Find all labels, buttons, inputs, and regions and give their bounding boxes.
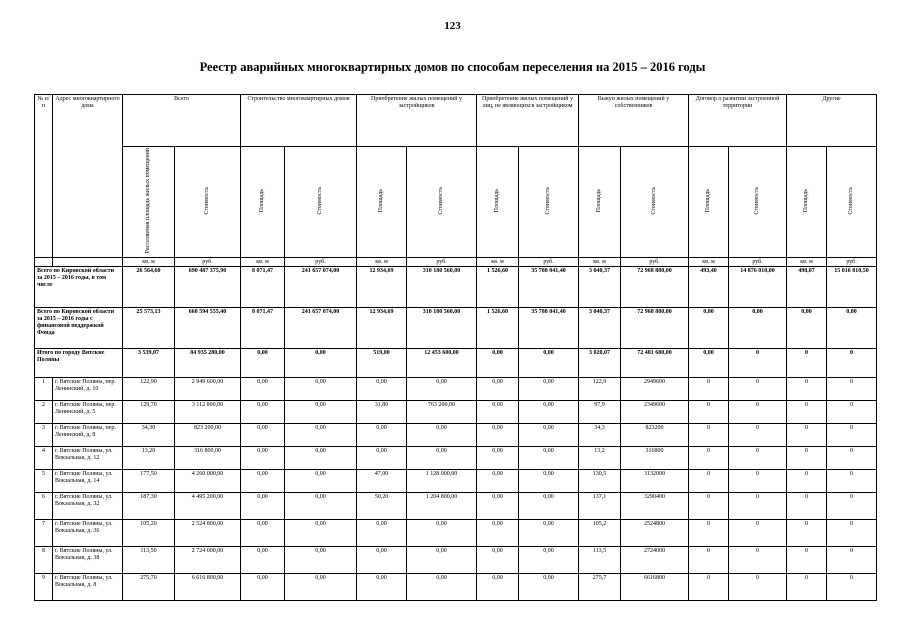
header-group-non-developer-purchase: Приобретение жилых помещений у лиц, не являющихся застройщиком xyxy=(477,95,579,147)
header-group-row xyxy=(35,95,877,147)
row-value: 0,00 xyxy=(285,547,357,574)
row-value: 2724000 xyxy=(621,547,689,574)
row-value: 0,00 xyxy=(477,401,519,424)
row-value: 0 xyxy=(827,470,877,493)
unit-area: кв. м xyxy=(357,258,407,267)
row-value: 0,00 xyxy=(519,547,579,574)
header-sub-cost: Стоимость xyxy=(407,147,477,258)
row-value: 34,3 xyxy=(579,424,621,447)
summary-row xyxy=(35,308,877,349)
units-row xyxy=(35,258,877,267)
table-row xyxy=(35,470,877,493)
unit-cost: руб. xyxy=(827,258,877,267)
row-value: 0 xyxy=(787,447,827,470)
row-value: 0 xyxy=(827,493,877,520)
row-value: 763 200,00 xyxy=(407,401,477,424)
row-value: 0 xyxy=(729,493,787,520)
table-body xyxy=(35,267,877,601)
unit-area: кв. м xyxy=(123,258,175,267)
row-value: 0,00 xyxy=(285,447,357,470)
summary-value: 0,00 xyxy=(729,308,787,349)
summary-value: 12 934,69 xyxy=(357,267,407,308)
row-value: 0,00 xyxy=(285,378,357,401)
header-sub-row xyxy=(35,147,877,258)
row-value: 0 xyxy=(787,493,827,520)
row-value: 97,9 xyxy=(579,401,621,424)
row-value: 3290400 xyxy=(621,493,689,520)
row-value: 0 xyxy=(689,401,729,424)
header-sub-area: Площадь xyxy=(357,147,407,258)
header-group-buyout: Выкуп жилых помещений у собственников xyxy=(579,95,689,147)
city-total-value: 84 935 280,00 xyxy=(175,349,241,378)
row-value: 2524800 xyxy=(621,520,689,547)
row-value: 0 xyxy=(689,574,729,601)
row-value: 130,5 xyxy=(579,470,621,493)
row-value: 0,00 xyxy=(285,574,357,601)
header-group-total: Всего xyxy=(123,95,241,147)
row-address: г. Вятские Поляны, ул. Вокзальная, д. 32 xyxy=(53,493,123,520)
table-row xyxy=(35,401,877,424)
row-value: 0,00 xyxy=(241,401,285,424)
row-value: 31,80 xyxy=(357,401,407,424)
city-total-value: 0,00 xyxy=(241,349,285,378)
row-value: 4 495 200,00 xyxy=(175,493,241,520)
row-value: 0 xyxy=(827,547,877,574)
row-value: 0,00 xyxy=(477,470,519,493)
row-value: 0 xyxy=(787,401,827,424)
row-value: 316800 xyxy=(621,447,689,470)
row-value: 0 xyxy=(729,547,787,574)
table-row xyxy=(35,378,877,401)
row-value: 113,50 xyxy=(123,547,175,574)
row-value: 0 xyxy=(729,401,787,424)
summary-label: Всего по Кировской области за 2015 – 2016 годы, в том числе xyxy=(35,267,123,308)
unit-cost: руб. xyxy=(621,258,689,267)
row-value: 275,70 xyxy=(123,574,175,601)
row-value: 0,00 xyxy=(477,424,519,447)
row-value: 6 616 800,00 xyxy=(175,574,241,601)
row-address: г. Вятские Поляны, пер. Ленинский, д. 10 xyxy=(53,378,123,401)
table-row xyxy=(35,520,877,547)
summary-value: 1 526,60 xyxy=(477,308,519,349)
row-address: г. Вятские Поляны, ул. Вокзальная, д. 8 xyxy=(53,574,123,601)
summary-value: 310 180 560,00 xyxy=(407,308,477,349)
register-table xyxy=(34,94,877,601)
summary-value: 493,40 xyxy=(689,267,729,308)
header-sub-total-area: Расселяемая площадь жилых помещений xyxy=(123,147,175,258)
row-value: 0,00 xyxy=(477,547,519,574)
city-total-value: 3 020,07 xyxy=(579,349,621,378)
row-address: г. Вятские Поляны, ул. Вокзальная, д. 14 xyxy=(53,470,123,493)
row-number: 4 xyxy=(35,447,53,470)
row-value: 0,00 xyxy=(241,493,285,520)
unit-cost: руб. xyxy=(175,258,241,267)
row-value: 0,00 xyxy=(477,493,519,520)
summary-value: 3 040,37 xyxy=(579,308,621,349)
row-value: 3132000 xyxy=(621,470,689,493)
row-value: 0,00 xyxy=(357,574,407,601)
row-value: 0 xyxy=(787,378,827,401)
row-value: 0,00 xyxy=(357,447,407,470)
unit-blank xyxy=(53,258,123,267)
row-value: 0 xyxy=(689,470,729,493)
row-value: 0,00 xyxy=(357,520,407,547)
row-value: 275,7 xyxy=(579,574,621,601)
row-value: 105,20 xyxy=(123,520,175,547)
row-address: г. Вятские Поляны, ул. Вокзальная, д. 12 xyxy=(53,447,123,470)
header-sub-cost: Стоимость xyxy=(729,147,787,258)
row-value: 0,00 xyxy=(477,378,519,401)
row-value: 177,50 xyxy=(123,470,175,493)
row-value: 0 xyxy=(787,547,827,574)
header-sub-area: Площадь xyxy=(787,147,827,258)
row-value: 0 xyxy=(689,424,729,447)
row-value: 0,00 xyxy=(519,470,579,493)
row-value: 0 xyxy=(827,520,877,547)
city-total-value: 0,00 xyxy=(689,349,729,378)
unit-cost: руб. xyxy=(519,258,579,267)
row-value: 2349600 xyxy=(621,401,689,424)
unit-area: кв. м xyxy=(477,258,519,267)
row-value: 0 xyxy=(787,574,827,601)
header-group-territory-development: Договор о развитии застроенной территории xyxy=(689,95,787,147)
row-value: 0,00 xyxy=(241,447,285,470)
table-row xyxy=(35,424,877,447)
row-value: 0,00 xyxy=(241,574,285,601)
row-value: 0 xyxy=(787,424,827,447)
row-value: 2949600 xyxy=(621,378,689,401)
table-row xyxy=(35,493,877,520)
city-total-value: 519,00 xyxy=(357,349,407,378)
row-value: 0,00 xyxy=(477,447,519,470)
row-value: 47,00 xyxy=(357,470,407,493)
city-total-value: 0,00 xyxy=(477,349,519,378)
unit-cost: руб. xyxy=(729,258,787,267)
city-total-value: 0 xyxy=(827,349,877,378)
unit-area: кв. м xyxy=(689,258,729,267)
row-value: 129,70 xyxy=(123,401,175,424)
page-number: 123 xyxy=(444,20,461,32)
row-value: 0 xyxy=(827,447,877,470)
row-value: 137,1 xyxy=(579,493,621,520)
unit-area: кв. м xyxy=(787,258,827,267)
row-value: 0 xyxy=(729,574,787,601)
summary-value: 241 657 074,00 xyxy=(285,308,357,349)
row-value: 0,00 xyxy=(285,470,357,493)
summary-row xyxy=(35,267,877,308)
row-value: 4 260 000,00 xyxy=(175,470,241,493)
header-sub-cost: Стоимость xyxy=(519,147,579,258)
row-value: 0,00 xyxy=(285,401,357,424)
row-value: 0 xyxy=(729,520,787,547)
header-sub-area: Площадь xyxy=(477,147,519,258)
row-value: 0,00 xyxy=(519,574,579,601)
city-total-value: 3 539,07 xyxy=(123,349,175,378)
header-number: № п/п xyxy=(35,95,53,258)
header-group-other: Другие xyxy=(787,95,877,147)
header-sub-cost: Стоимость xyxy=(621,147,689,258)
summary-value: 241 657 074,00 xyxy=(285,267,357,308)
row-value: 1 204 800,00 xyxy=(407,493,477,520)
row-value: 13,20 xyxy=(123,447,175,470)
header-group-construction: Строительство многоквартирных домов xyxy=(241,95,357,147)
summary-value: 310 180 560,00 xyxy=(407,267,477,308)
header-group-developer-purchase: Приобретение жилых помещений у застройщиков xyxy=(357,95,477,147)
row-value: 0 xyxy=(827,378,877,401)
summary-value: 25 573,13 xyxy=(123,308,175,349)
row-value: 105,2 xyxy=(579,520,621,547)
row-value: 0 xyxy=(827,401,877,424)
row-value: 0,00 xyxy=(285,424,357,447)
row-number: 9 xyxy=(35,574,53,601)
summary-value: 35 788 041,40 xyxy=(519,267,579,308)
row-value: 0,00 xyxy=(357,424,407,447)
row-value: 0 xyxy=(827,424,877,447)
summary-value: 8 071,47 xyxy=(241,267,285,308)
row-value: 0,00 xyxy=(407,424,477,447)
row-value: 0 xyxy=(729,424,787,447)
row-value: 0,00 xyxy=(519,378,579,401)
row-value: 0,00 xyxy=(407,447,477,470)
row-number: 7 xyxy=(35,520,53,547)
table-row xyxy=(35,547,877,574)
row-value: 0 xyxy=(689,493,729,520)
header-sub-area: Площадь xyxy=(579,147,621,258)
row-value: 823200 xyxy=(621,424,689,447)
document-title: Реестр аварийных многоквартирных домов по способам переселения на 2015 – 2016 годы xyxy=(199,60,706,74)
row-address: г. Вятские Поляны, ул. Вокзальная, д. 36 xyxy=(53,520,123,547)
summary-value: 660 594 555,40 xyxy=(175,308,241,349)
row-number: 2 xyxy=(35,401,53,424)
row-value: 0,00 xyxy=(241,520,285,547)
row-value: 2 724 000,00 xyxy=(175,547,241,574)
row-value: 0,00 xyxy=(519,401,579,424)
row-value: 3 112 800,00 xyxy=(175,401,241,424)
summary-label: Всего по Кировской области за 2015 – 2016 годы с финансовой поддержкой Фонда xyxy=(35,308,123,349)
row-value: 0 xyxy=(689,547,729,574)
row-value: 0 xyxy=(827,574,877,601)
row-value: 0,00 xyxy=(519,520,579,547)
row-value: 0,00 xyxy=(477,520,519,547)
row-value: 122,9 xyxy=(579,378,621,401)
unit-cost: руб. xyxy=(407,258,477,267)
row-address: г. Вятские Поляны, пер. Ленинский, д. 5 xyxy=(53,401,123,424)
row-value: 0 xyxy=(689,447,729,470)
summary-value: 0,00 xyxy=(689,308,729,349)
city-total-value: 0,00 xyxy=(519,349,579,378)
summary-value: 3 040,37 xyxy=(579,267,621,308)
row-value: 0,00 xyxy=(519,424,579,447)
row-value: 0,00 xyxy=(357,547,407,574)
row-value: 0,00 xyxy=(241,378,285,401)
city-total-row xyxy=(35,349,877,378)
summary-value: 12 934,69 xyxy=(357,308,407,349)
summary-value: 35 788 041,40 xyxy=(519,308,579,349)
row-number: 8 xyxy=(35,547,53,574)
row-value: 187,30 xyxy=(123,493,175,520)
row-value: 34,30 xyxy=(123,424,175,447)
row-value: 0 xyxy=(787,470,827,493)
row-value: 50,20 xyxy=(357,493,407,520)
row-value: 0 xyxy=(689,378,729,401)
row-value: 113,5 xyxy=(579,547,621,574)
row-value: 0,00 xyxy=(407,378,477,401)
row-value: 0,00 xyxy=(519,493,579,520)
table-row xyxy=(35,447,877,470)
city-total-value: 72 481 680,00 xyxy=(621,349,689,378)
summary-value: 0,00 xyxy=(787,308,827,349)
header-sub-cost: Стоимость xyxy=(285,147,357,258)
row-value: 0 xyxy=(787,520,827,547)
row-value: 0,00 xyxy=(285,520,357,547)
row-value: 0,00 xyxy=(519,447,579,470)
city-total-value: 0 xyxy=(787,349,827,378)
row-number: 1 xyxy=(35,378,53,401)
row-value: 13,2 xyxy=(579,447,621,470)
city-total-label: Итого по городу Вятские Поляны xyxy=(35,349,123,378)
row-value: 0,00 xyxy=(407,547,477,574)
row-value: 823 200,00 xyxy=(175,424,241,447)
row-value: 0,00 xyxy=(241,424,285,447)
row-value: 0 xyxy=(729,447,787,470)
row-value: 0 xyxy=(729,378,787,401)
summary-value: 26 564,60 xyxy=(123,267,175,308)
summary-value: 72 968 880,00 xyxy=(621,267,689,308)
unit-area: кв. м xyxy=(241,258,285,267)
row-value: 0,00 xyxy=(357,378,407,401)
header-sub-cost: Стоимость xyxy=(827,147,877,258)
row-number: 6 xyxy=(35,493,53,520)
header-address: Адрес многоквартирного дома xyxy=(53,95,123,258)
city-total-value: 0,00 xyxy=(285,349,357,378)
row-value: 6616800 xyxy=(621,574,689,601)
unit-cost: руб. xyxy=(285,258,357,267)
row-value: 0,00 xyxy=(477,574,519,601)
summary-value: 15 016 810,50 xyxy=(827,267,877,308)
summary-value: 72 968 880,00 xyxy=(621,308,689,349)
row-value: 1 128 000,00 xyxy=(407,470,477,493)
summary-value: 0,00 xyxy=(827,308,877,349)
row-value: 316 800,00 xyxy=(175,447,241,470)
header-sub-area: Площадь xyxy=(689,147,729,258)
row-value: 0,00 xyxy=(407,574,477,601)
row-value: 0,00 xyxy=(407,520,477,547)
header-sub-cost: Стоимость xyxy=(175,147,241,258)
header-sub-area: Площадь xyxy=(241,147,285,258)
summary-value: 498,07 xyxy=(787,267,827,308)
unit-blank xyxy=(35,258,53,267)
table-row xyxy=(35,574,877,601)
row-value: 2 949 600,00 xyxy=(175,378,241,401)
row-number: 3 xyxy=(35,424,53,447)
summary-value: 1 526,60 xyxy=(477,267,519,308)
row-value: 122,90 xyxy=(123,378,175,401)
summary-value: 690 487 375,90 xyxy=(175,267,241,308)
row-number: 5 xyxy=(35,470,53,493)
city-total-value: 0 xyxy=(729,349,787,378)
row-address: г. Вятские Поляны, ул. Вокзальная, д. 38 xyxy=(53,547,123,574)
row-address: г. Вятские Поляны, пер. Ленинский, д. 8 xyxy=(53,424,123,447)
row-value: 0,00 xyxy=(241,547,285,574)
unit-area: кв. м xyxy=(579,258,621,267)
summary-value: 8 071,47 xyxy=(241,308,285,349)
row-value: 0,00 xyxy=(241,470,285,493)
row-value: 2 524 800,00 xyxy=(175,520,241,547)
row-value: 0 xyxy=(729,470,787,493)
row-value: 0 xyxy=(689,520,729,547)
summary-value: 14 876 010,00 xyxy=(729,267,787,308)
row-value: 0,00 xyxy=(285,493,357,520)
city-total-value: 12 453 600,00 xyxy=(407,349,477,378)
